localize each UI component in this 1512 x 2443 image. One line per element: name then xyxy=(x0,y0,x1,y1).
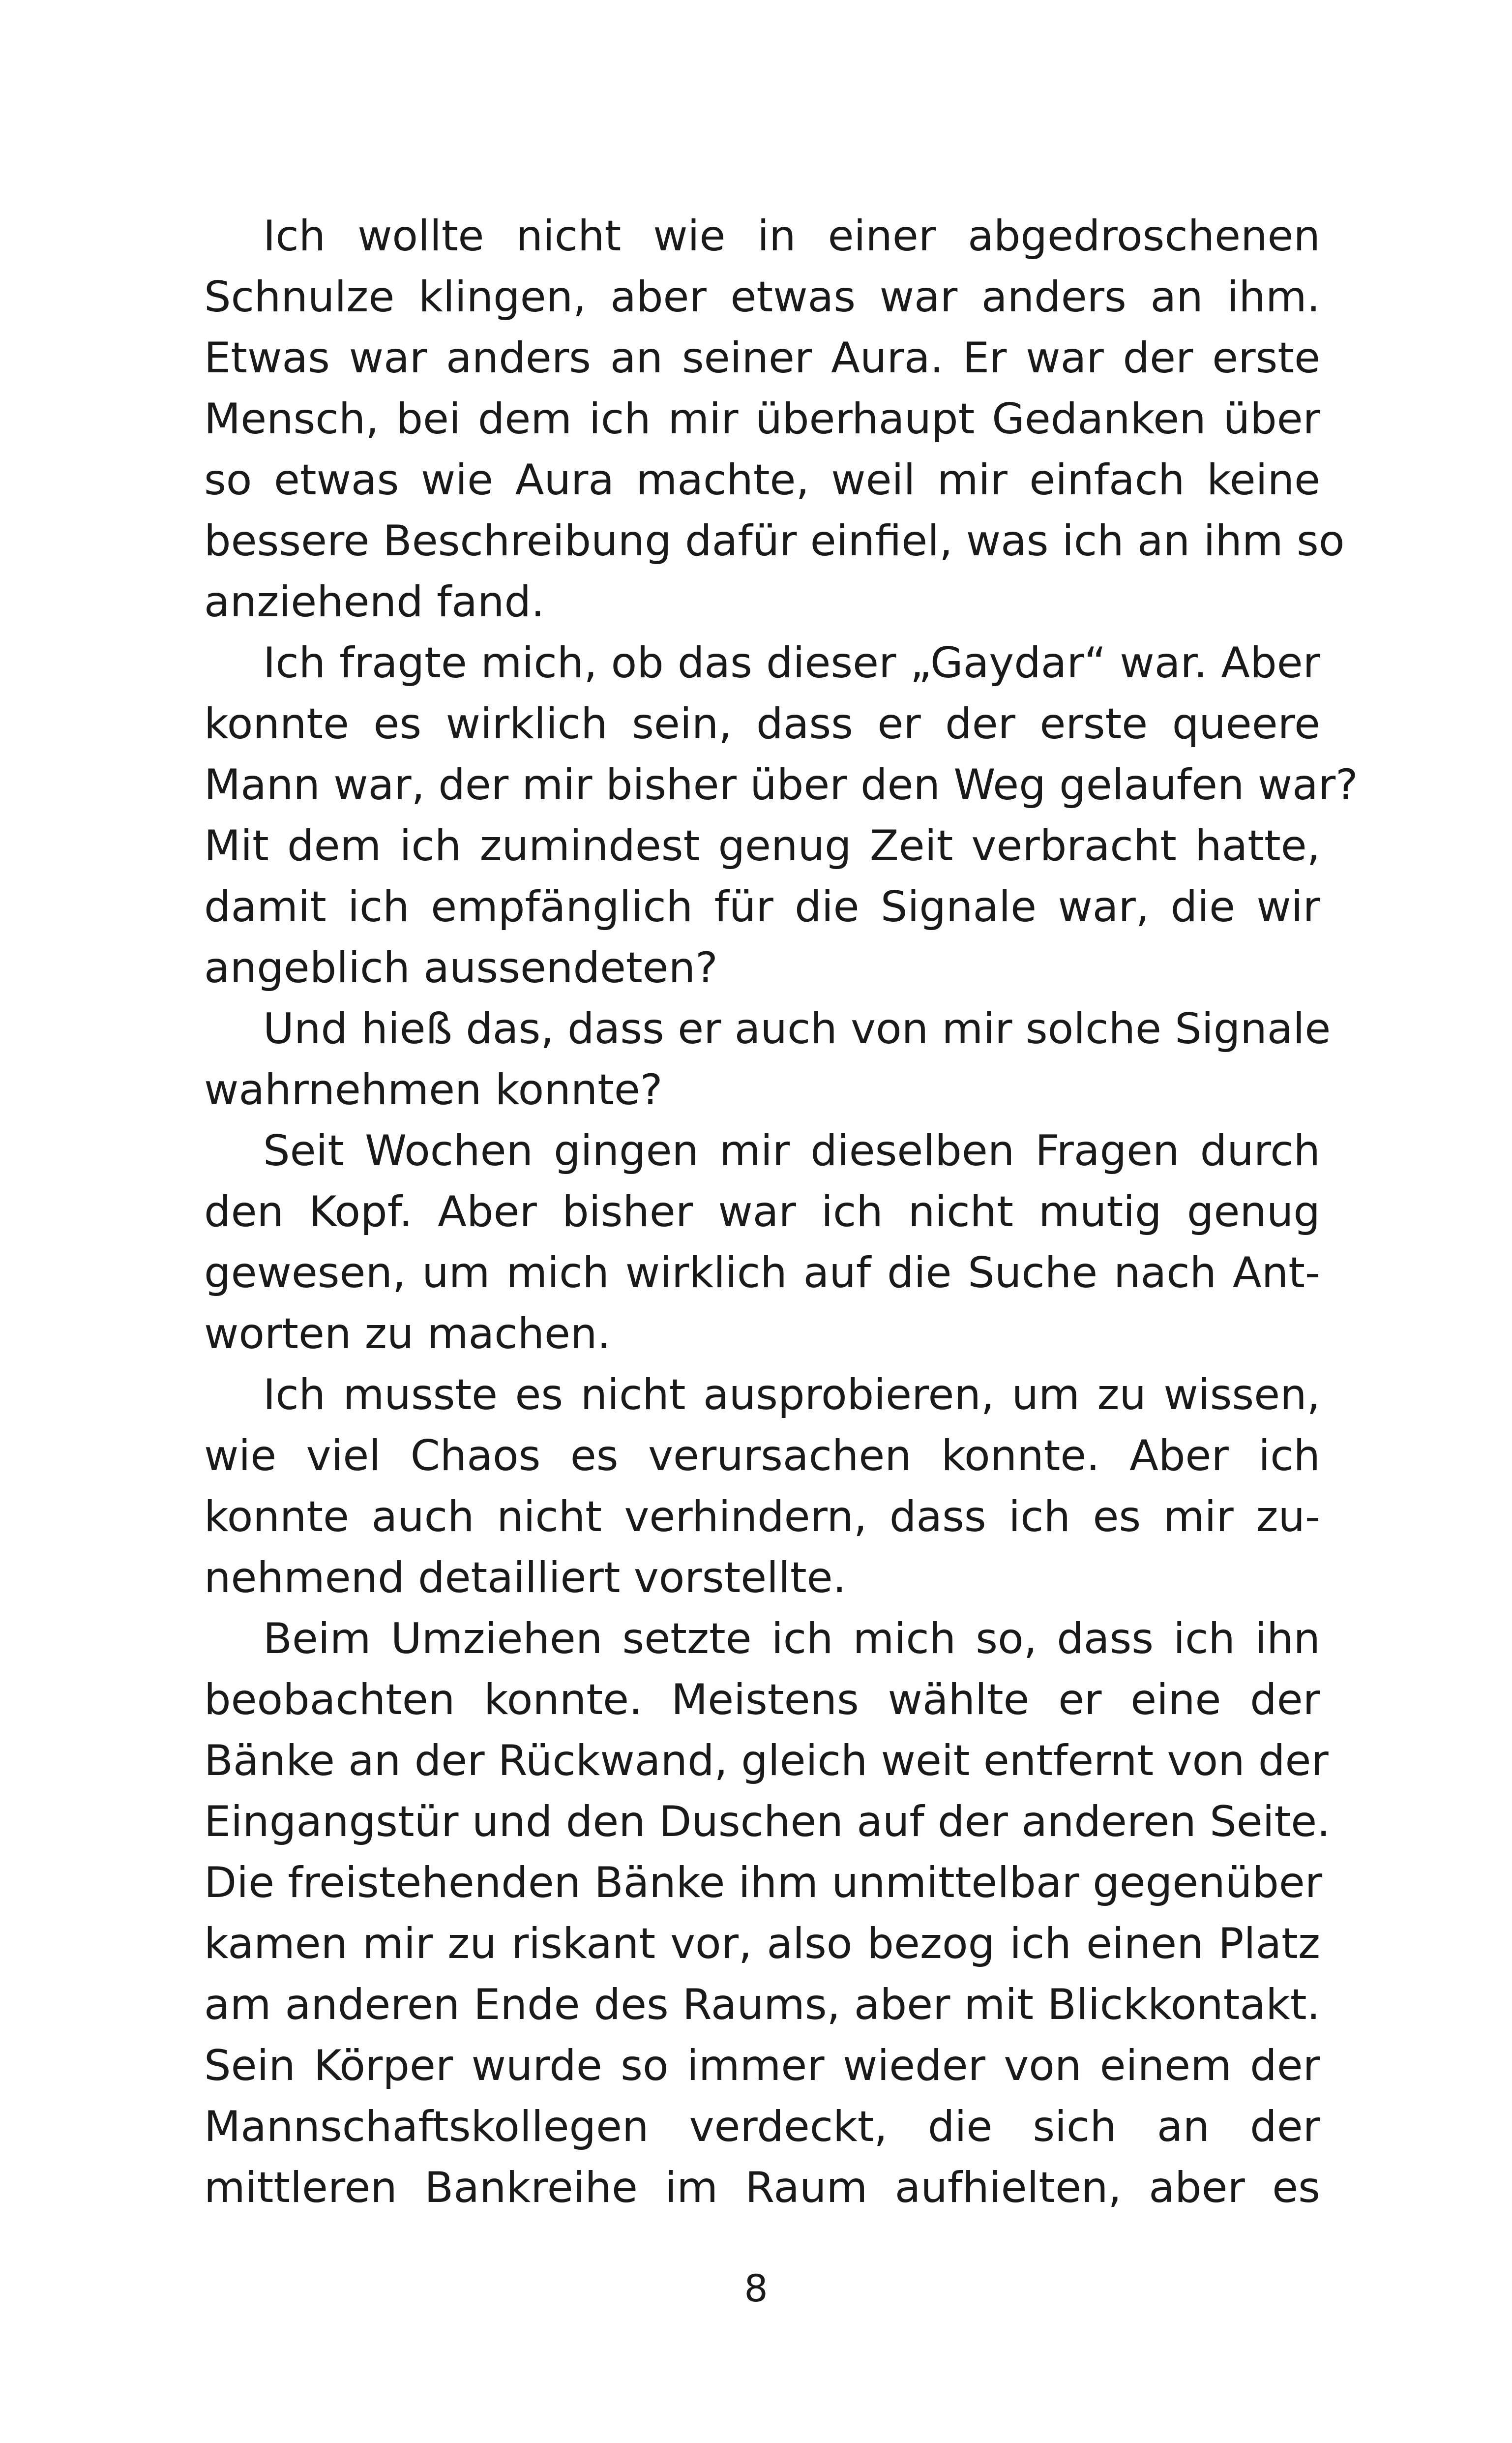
text-line: Etwas war anders an seiner Aura. Er war der erste xyxy=(204,333,1320,383)
text-line: wahrnehmen konnte? xyxy=(204,1065,663,1115)
text-line: Mit dem ich zumindest genug Zeit verbracht hatte, xyxy=(204,821,1320,871)
text-line: bessere Beschreibung dafür einfiel, was ich an ihm so xyxy=(204,516,1345,566)
text-line: Ich wollte nicht wie in einer abgedroschenen xyxy=(263,211,1320,261)
text-line: Mann war, der mir bisher über den Weg gelaufen war? xyxy=(204,760,1358,810)
text-line: Die freistehenden Bänke ihm unmittelbar gegenüber xyxy=(204,1858,1323,1907)
text-line: nehmend detailliert vorstellte. xyxy=(204,1553,846,1602)
text-line: wie viel Chaos es verursachen konnte. Aber ich xyxy=(204,1431,1320,1480)
text-line: gewesen, um mich wirklich auf die Suche nach Ant- xyxy=(204,1248,1320,1297)
body-text xyxy=(204,206,1358,2218)
text-line: kamen mir zu riskant vor, also bezog ich einen Platz xyxy=(204,1919,1320,1968)
text-line: Eingangstür und den Duschen auf der anderen Seite. xyxy=(204,1797,1331,1846)
text-line: konnte auch nicht verhindern, dass ich es mir zu- xyxy=(204,1492,1320,1541)
text-line: den Kopf. Aber bisher war ich nicht mutig genug xyxy=(204,1187,1320,1237)
text-line: so etwas wie Aura machte, weil mir einfach keine xyxy=(204,455,1320,505)
text-line: Ich fragte mich, ob das dieser „Gaydar“ war. Aber xyxy=(263,638,1320,688)
text-line: anziehend fand. xyxy=(204,577,545,627)
text-line: konnte es wirklich sein, dass er der erste queere xyxy=(204,699,1320,749)
page-number: 8 xyxy=(744,2266,768,2310)
text-line: angeblich aussendeten? xyxy=(204,943,718,993)
text-line: Und hieß das, dass er auch von mir solche Signale xyxy=(263,1004,1331,1054)
text-line: am anderen Ende des Raums, aber mit Blickkontakt. xyxy=(204,1980,1320,2029)
text-line: Seit Wochen gingen mir dieselben Fragen durch xyxy=(263,1126,1320,1176)
text-line: Beim Umziehen setzte ich mich so, dass ich ihn xyxy=(263,1614,1320,1663)
text-line: damit ich empfänglich für die Signale war, die wir xyxy=(204,882,1320,932)
text-line: Mensch, bei dem ich mir überhaupt Gedanken über xyxy=(204,394,1320,444)
text-line: Ich musste es nicht ausprobieren, um zu wissen, xyxy=(263,1370,1320,1419)
text-line: Sein Körper wurde so immer wieder von einem der xyxy=(204,2041,1320,2090)
text-line: beobachten konnte. Meistens wählte er eine der xyxy=(204,1675,1320,1724)
text-line: Bänke an der Rückwand, gleich weit entfernt von der xyxy=(204,1736,1329,1785)
text-line: Schnulze klingen, aber etwas war anders an ihm. xyxy=(204,272,1320,322)
text-line: worten zu machen. xyxy=(204,1309,611,1358)
text-line: mittleren Bankreihe im Raum aufhielten, aber es xyxy=(204,2163,1320,2212)
text-line: Mannschaftskollegen verdeckt, die sich an der xyxy=(204,2102,1320,2151)
